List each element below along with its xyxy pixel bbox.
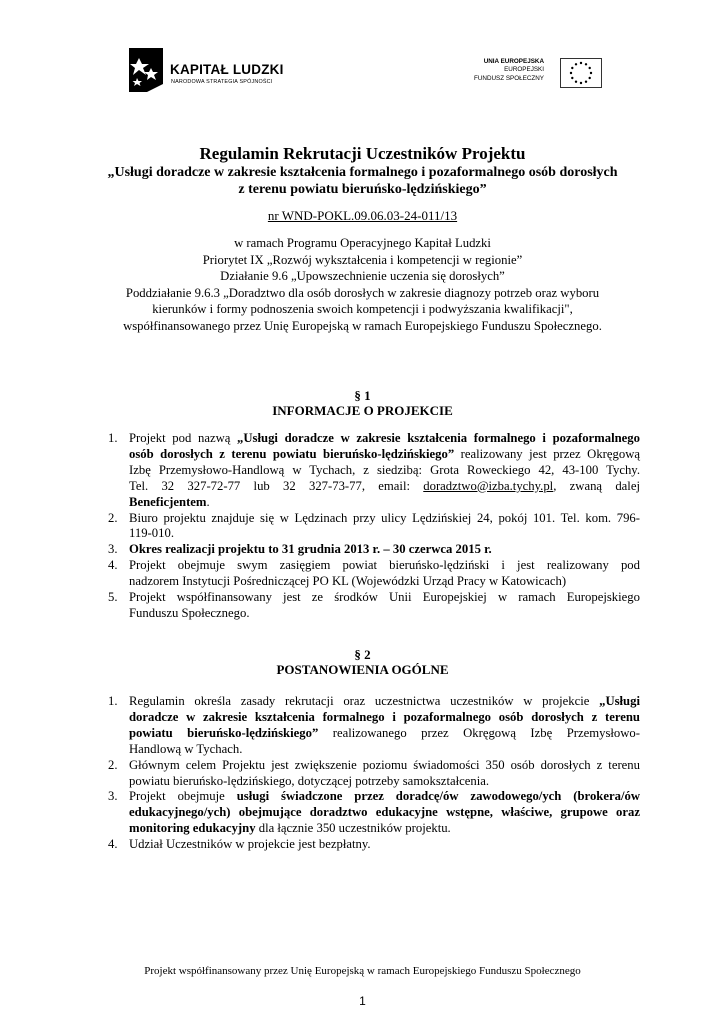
list-item-number: 2. [108,510,118,525]
list-item-number: 2. [108,757,118,772]
text-run: powiatu bieruńsko-lędzińskiego” [129,725,319,740]
text-run: nadzorem Instytucji Pośredniczącej PO KL (Wojewódzki Urząd Pracy w Katowicach) [129,574,567,589]
text-run: Projekt obejmuje [129,789,237,804]
text-run: edukacyjnego/ych) obejmujące doradztwo edukacyjne wstępne, właściwe, grupowe oraz [129,805,640,820]
text-run: realizowany jest przez Okręgową [454,446,640,461]
program-line: Poddziałanie 9.6.3 „Doradztwo dla osób dorosłych w zakresie diagnozy potrzeb oraz wyboru [125,285,600,300]
page-number: 1 [359,994,366,1008]
program-line: kierunków i formy podnoszenia swoich kompetencji i podwyższania kwalifikacji", [152,302,573,316]
eu-logo-text [474,58,544,83]
text-run: Tel. 32 327-72-77 lub 32 327-73-77, email: [129,478,424,493]
section-2-title: POSTANOWIENIA OGÓLNE [276,662,449,677]
text-run: dla łącznie 350 uczestników projektu. [255,821,451,836]
text-run: „Usługi [599,694,640,708]
list-item-number: 4. [108,558,118,573]
text-run: Beneficjentem [129,494,207,509]
list-item-number: 3. [108,789,118,804]
list-item [108,758,640,790]
kapital-ludzki-subtitle: NARODOWA STRATEGIA SPÓJNOŚCI [171,79,273,85]
eu-flag-icon [560,58,602,88]
program-line: Działanie 9.6 „Upowszechnienie uczenia się dorosłych” [220,269,505,283]
document-title: Regulamin Rekrutacji Uczestników Projektu [199,144,526,163]
section-1-list [108,431,640,622]
text-run: monitoring edukacyjny [129,821,256,836]
section-2-list [108,694,640,853]
section-1-number: § 1 [354,388,371,403]
project-number: nr WND-POKL.09.06.03-24-011/13 [267,208,458,223]
list-item-number: 5. [108,590,118,605]
list-item-number: 3. [108,542,118,557]
text-run: Głównym celem Projektu jest zwiększenie poziomu świadomości 350 osób dorosłych z terenu [129,757,640,772]
kapital-ludzki-title: KAPITAŁ LUDZKI [170,62,284,77]
eu-fund-line2: FUNDUSZ SPOŁECZNY [474,74,544,82]
text-run: Biuro projektu znajduje się w Lędzinach przy ulicy Lędzińskiej 24, pokój 101. Tel. kom. 796- [129,510,640,525]
section-2-number: § 2 [354,647,371,662]
text-run: Projekt pod nazwą [129,431,238,445]
eu-fund-line1: EUROPEJSKI [504,66,544,74]
kapital-ludzki-emblem-icon [125,46,167,94]
text-run: Izbę Przemysłowo-Handlową w Tychach, z siedzibą: Grota Roweckiego 42, 43-100 Tychy. [129,462,640,477]
text-run: 119-010. [129,526,174,541]
email-link[interactable]: doradztwo@izba.tychy.pl [423,478,554,493]
text-run: Regulamin określa zasady rekrutacji oraz uczestnictwa uczestników w projekcie [129,694,600,708]
list-item-number: 4. [108,837,118,852]
text-run: , zwaną dalej [553,478,640,493]
text-run: Handlową w Tychach. [129,741,243,756]
text-run: Funduszu Społecznego. [129,605,250,620]
project-name-line2: z terenu powiatu bieruńsko-lędzińskiego” [238,182,487,197]
text-run: „Usługi doradcze w zakresie kształcenia formalnego i pozaformalnego [237,431,640,445]
list-item [108,590,640,622]
list-item-number: 1. [108,431,118,445]
list-item [108,837,640,853]
text-run: Udział Uczestników w projekcie jest bezpłatny. [129,837,371,852]
page-footer: Projekt współfinansowany przez Unię Europejską w ramach Europejskiego Funduszu Społecznego [144,965,581,977]
list-item [108,542,640,558]
text-run: . [206,494,210,509]
text-run: usługi świadczone przez doradcę/ów zawodowego/ych (brokera/ów [236,789,640,804]
program-line: Priorytet IX „Rozwój wykształcenia i kompetencji w regionie” [202,252,523,267]
eu-name: UNIA EUROPEJSKA [483,58,544,65]
text-run: doradcze w zakresie kształcenia formalnego i pozaformalnego osób dorosłych z terenu [129,709,640,724]
kapital-ludzki-logo [125,46,295,96]
program-line: w ramach Programu Operacyjnego Kapitał Ludzki [234,236,491,250]
text-run: Okres realizacji projektu to 31 grudnia 2013 r. – 30 czerwca 2015 r. [129,542,492,557]
list-item-number: 1. [108,694,118,708]
text-run: realizowanego przez Okręgową Izbę Przemysłowo- [318,725,640,740]
project-name [0,164,725,198]
text-run: Projekt obejmuje swym zasięgiem powiat bieruńsko-lędziński i jest realizowany pod [129,558,640,573]
program-line: współfinansowanego przez Unię Europejską w ramach Europejskiego Funduszu Społecznego. [123,318,602,333]
list-item [108,558,640,590]
project-name-line1: „Usługi doradcze w zakresie kształcenia formalnego i pozaformalnego osób dorosłych [107,165,618,180]
section-1-title: INFORMACJE O PROJEKCIE [272,403,453,418]
eu-logo [470,58,602,90]
list-item [108,789,640,837]
text-run: powiatu bieruńsko-lędzińskiego, dotyczącej potrzeby samokształcenia. [129,773,490,788]
text-run: osób dorosłych z terenu powiatu bieruńsko-lędzińskiego” [129,446,455,461]
text-run: Projekt współfinansowany jest ze środków Unii Europejskiej w ramach Europejskiego [129,590,640,605]
list-item [108,431,640,511]
list-item [108,694,640,758]
program-info [0,235,725,334]
list-item [108,511,640,543]
